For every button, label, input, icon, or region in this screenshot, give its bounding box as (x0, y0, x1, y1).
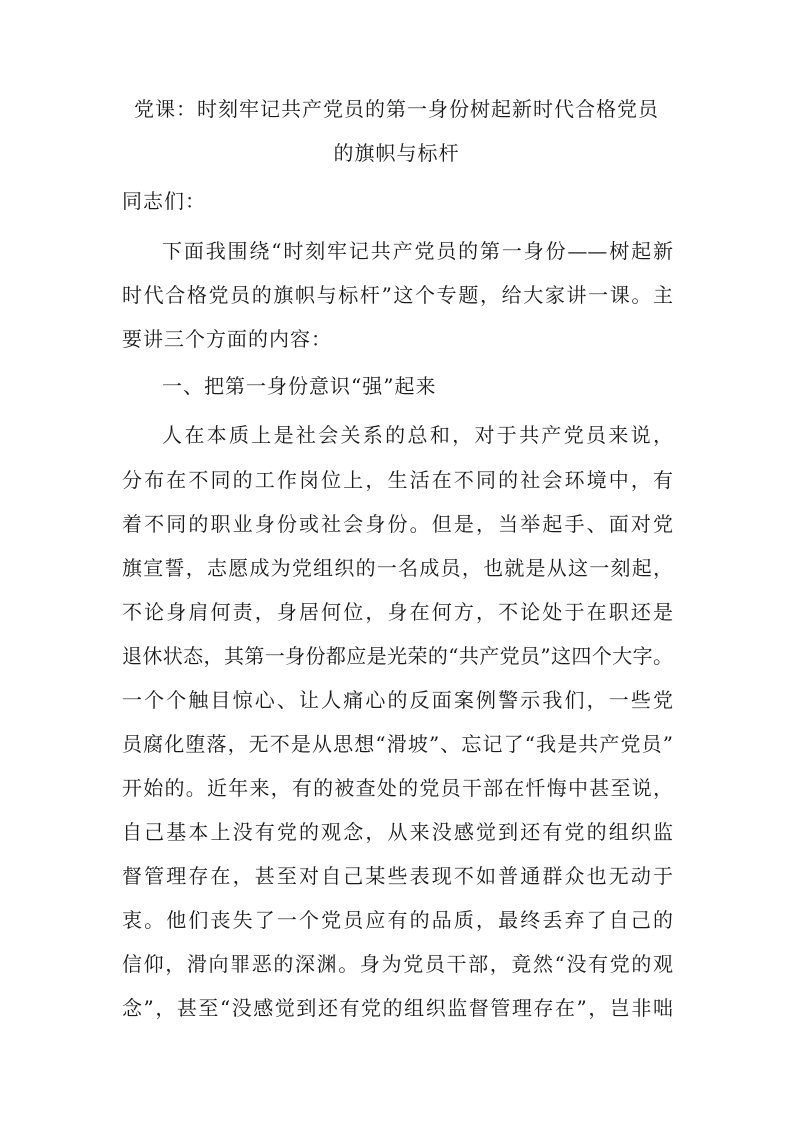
document-title-line-1: 党课：时刻牢记共产党员的第一身份树起新时代合格党员 (134, 97, 659, 121)
body-line: 旗宣誓，志愿成为党组织的一名成员，也就是从这一刻起， (122, 556, 673, 580)
body-line: 自己基本上没有党的观念，从来没感觉到还有党的组织监 (122, 820, 673, 844)
body-line: 信仰，滑向罪恶的深渊。身为党员干部，竟然“没有党的观 (122, 952, 673, 976)
body-line: 衷。他们丧失了一个党员应有的品质，最终丢弃了自己的 (122, 908, 673, 932)
intro-line: 时代合格党员的旗帜与标杆”这个专题，给大家讲一课。主 (122, 283, 673, 307)
intro-line: 要讲三个方面的内容： (122, 327, 332, 351)
body-line: 退休状态，其第一身份都应是光荣的“共产党员”这四个大字。 (122, 644, 673, 668)
body-line: 人在本质上是社会关系的总和，对于共产党员来说， (162, 423, 673, 447)
body-line: 督管理存在，甚至对自己某些表现不如普通群众也无动于 (122, 864, 673, 888)
body-line: 分布在不同的工作岗位上，生活在不同的社会环境中，有 (122, 468, 673, 492)
body-line: 员腐化堕落，无不是从思想“滑坡”、忘记了“我是共产党员” (122, 732, 673, 756)
salutation: 同志们： (122, 189, 206, 213)
body-line: 着不同的职业身份或社会身份。但是，当举起手、面对党 (122, 512, 673, 536)
section-heading: 一、把第一身份意识“强”起来 (162, 374, 437, 398)
body-line: 开始的。近年来，有的被查处的党员干部在忏悔中甚至说， (122, 776, 673, 800)
body-line: 念”，甚至“没感觉到还有党的组织监督管理存在”，岂非咄 (122, 996, 673, 1020)
intro-line: 下面我围绕“时刻牢记共产党员的第一身份——树起新 (162, 239, 673, 263)
body-line: 一个个触目惊心、让人痛心的反面案例警示我们，一些党 (122, 688, 673, 712)
body-line: 不论身肩何责，身居何位，身在何方，不论处于在职还是 (122, 600, 673, 624)
document-title-line-2: 的旗帜与标杆 (333, 141, 460, 165)
